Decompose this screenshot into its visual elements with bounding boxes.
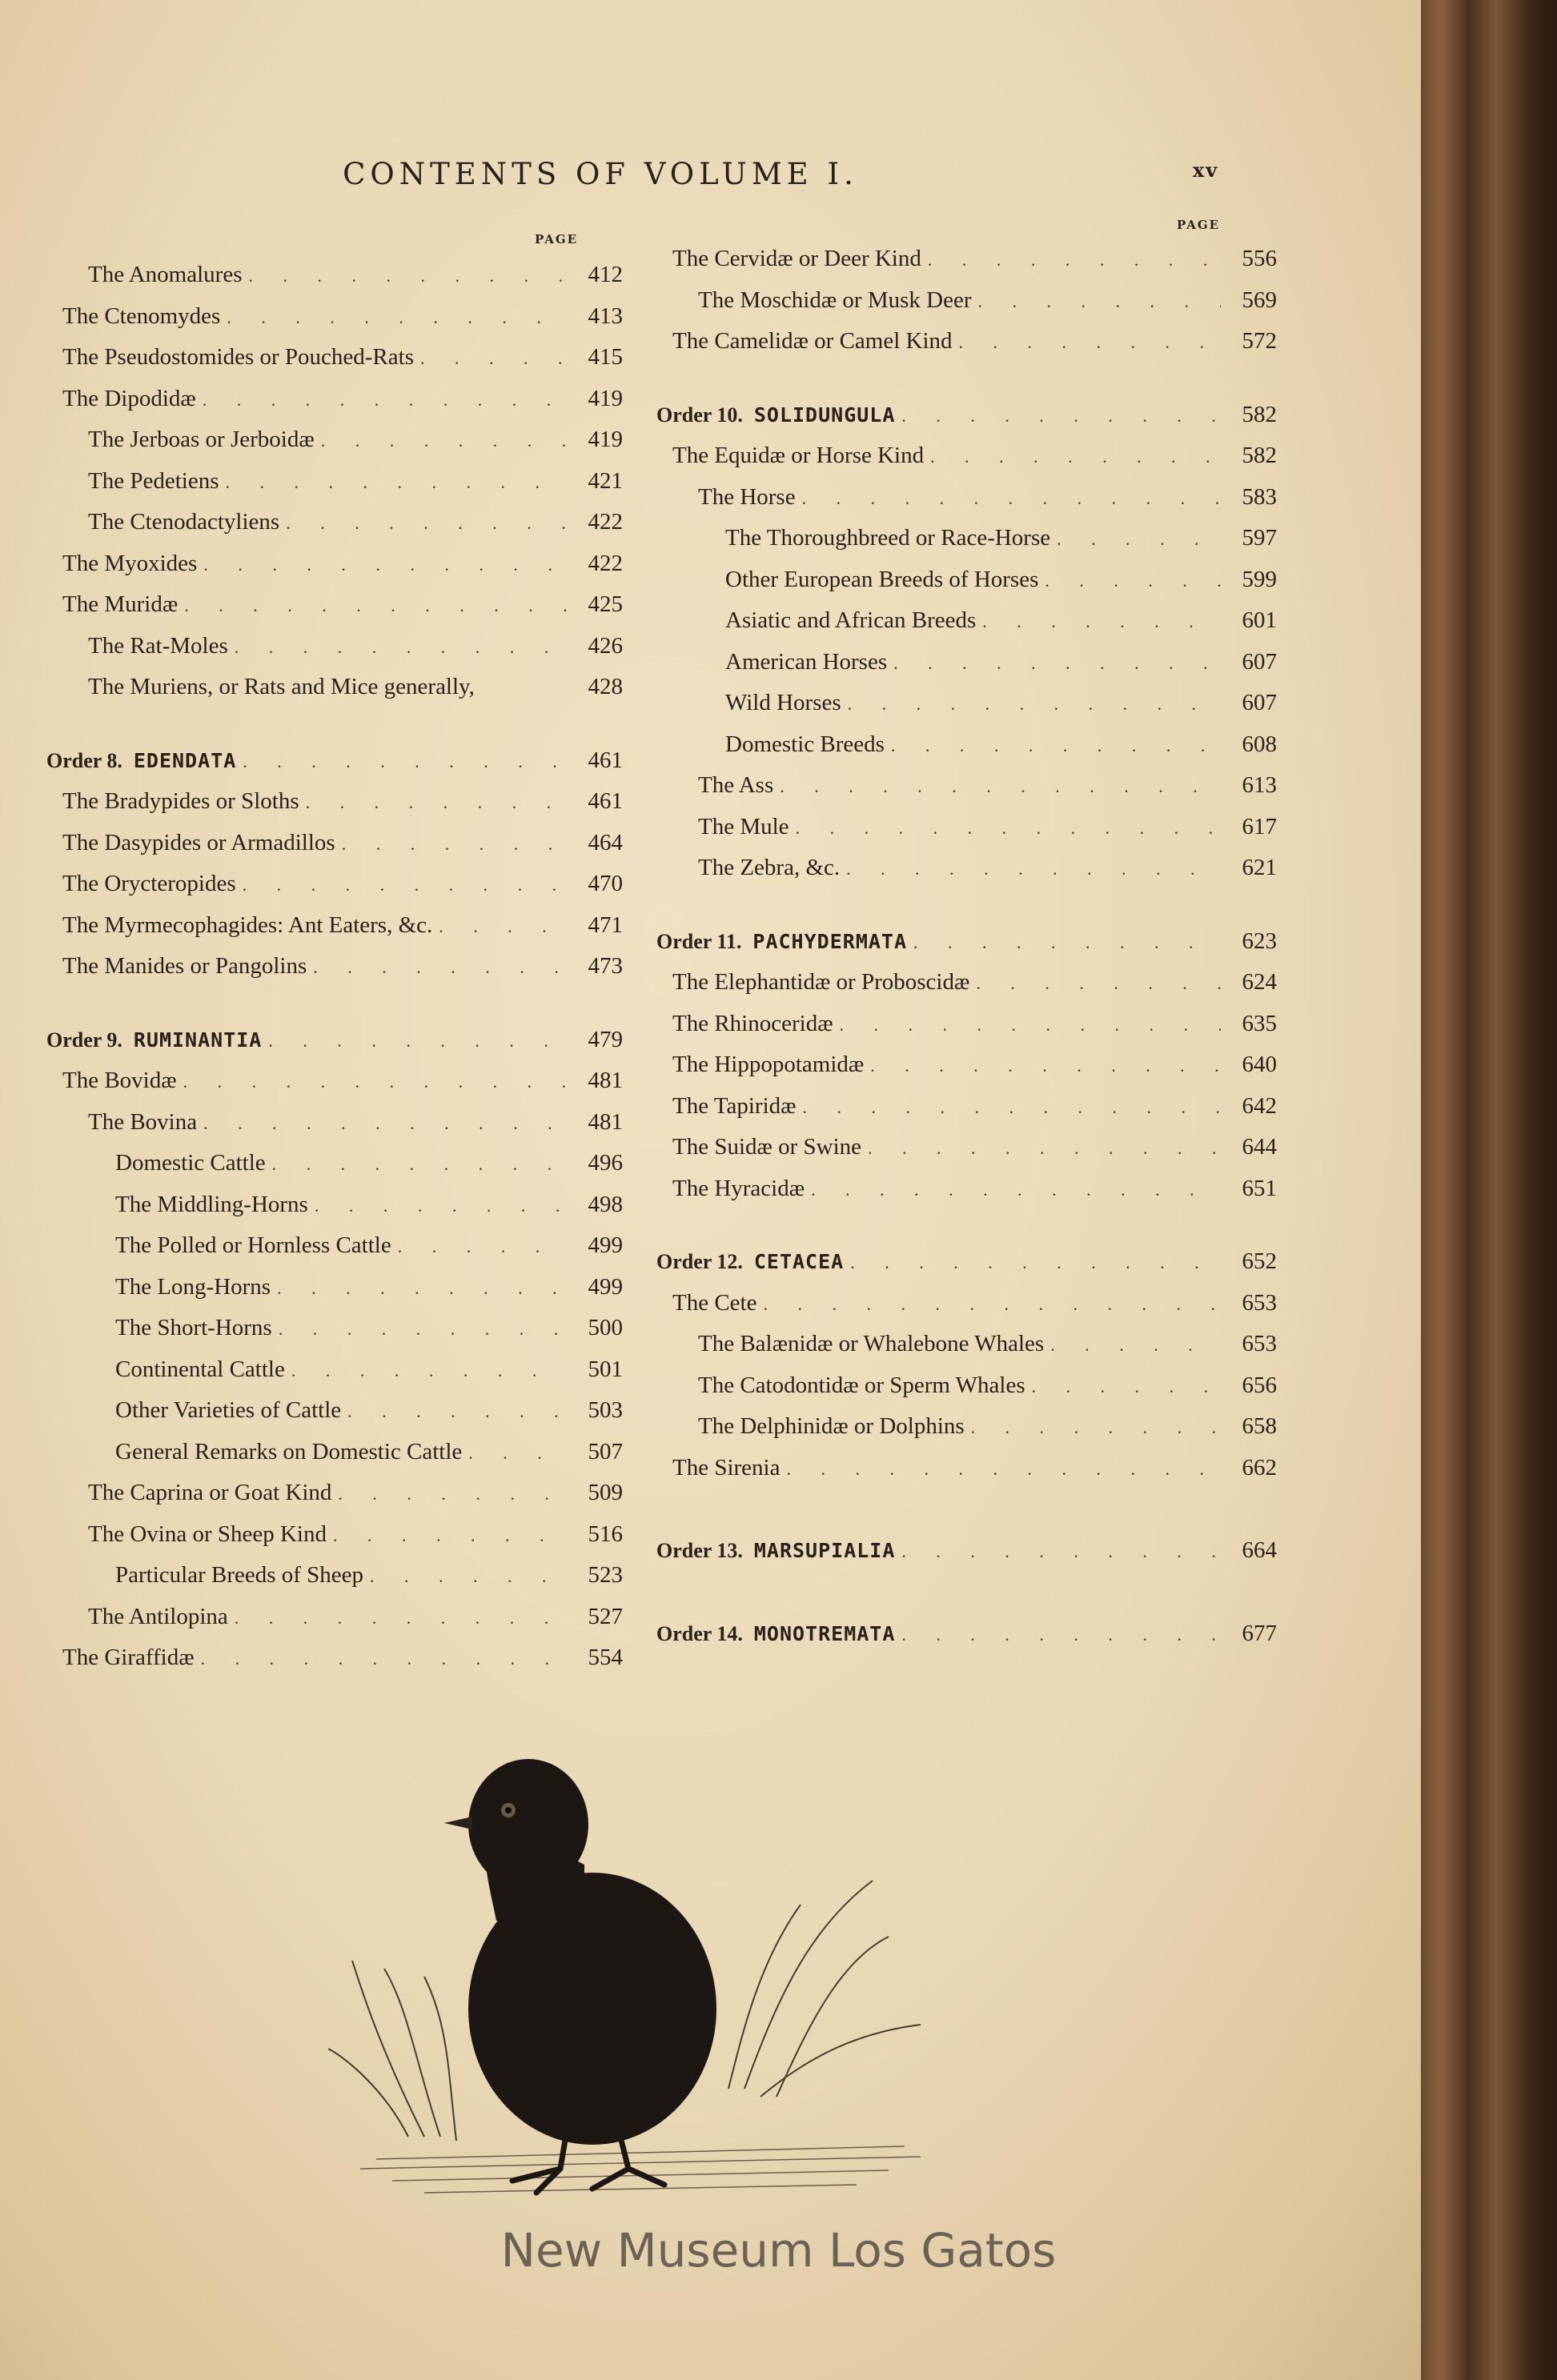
contents-entry (656, 962, 1277, 1004)
entry-label: The Bovina (88, 1108, 198, 1135)
dot-leader (953, 322, 1221, 363)
entry-page-number: 428 (588, 674, 623, 699)
entry-page-number: 499 (588, 1232, 623, 1258)
entry-page-number: 662 (1242, 1454, 1277, 1480)
dot-leader (895, 395, 1221, 437)
entry-label: The Ass (698, 772, 774, 798)
book-binding (1421, 0, 1557, 2380)
dot-leader (220, 297, 567, 339)
entry-page-number: 523 (588, 1562, 623, 1588)
contents-entry (656, 321, 1277, 363)
entry-page-number: 640 (1242, 1052, 1277, 1077)
entry-label: The Camelidæ or Camel Kind (672, 328, 953, 354)
dot-leader (271, 1268, 567, 1309)
order-entry (656, 921, 1277, 963)
contents-entry (46, 1472, 623, 1514)
dot-leader (196, 379, 567, 421)
entry-page-number: 651 (1242, 1175, 1277, 1201)
entry-label: The Muridæ (62, 591, 179, 617)
dot-leader (921, 239, 1221, 281)
dot-leader (969, 963, 1221, 1004)
dot-leader (833, 1004, 1221, 1046)
order-number: Order 14. (656, 1621, 743, 1645)
contents-entry (46, 905, 623, 947)
dot-leader (272, 1308, 567, 1350)
entry-label: The Caprina or Goat Kind (88, 1480, 332, 1505)
entry-page-number: 597 (1242, 525, 1277, 551)
entry-label: The Polled or Hornless Cattle (115, 1232, 391, 1258)
contents-entry (46, 1349, 623, 1391)
order-name: CETACEA (753, 1250, 845, 1273)
order-entry (656, 1241, 1277, 1283)
dot-leader (178, 585, 567, 627)
entry-page-number: 496 (588, 1150, 623, 1176)
contents-entry (656, 280, 1277, 322)
contents-entry (46, 946, 623, 988)
contents-entry (46, 1225, 623, 1267)
dot-leader (195, 1638, 567, 1680)
contents-entry (46, 502, 623, 543)
contents-entry (46, 1184, 623, 1226)
entry-label: The Middling-Horns (115, 1191, 308, 1217)
dot-leader (335, 823, 567, 865)
entry-page-number: 421 (588, 467, 623, 494)
entry-label: The Myoxides (62, 550, 198, 576)
entry-page-number: 471 (588, 912, 623, 938)
entry-page-number: 656 (1242, 1372, 1277, 1398)
dot-leader (285, 1350, 567, 1392)
entry-page-number: 461 (588, 788, 623, 814)
contents-entry (46, 1555, 623, 1597)
entry-label: The Pseudostomides or Pouched-Rats (62, 344, 414, 370)
entry-page-number: 642 (1242, 1092, 1277, 1119)
entry-label: The Hyracidæ (672, 1175, 805, 1201)
dot-leader (462, 1432, 567, 1474)
entry-page-number: 413 (588, 303, 623, 329)
entry-page-number: 464 (588, 829, 623, 855)
entry-label: The Dasypides or Armadillos (62, 829, 335, 855)
order-entry (46, 1020, 623, 1061)
order-name: EDENDATA (133, 748, 237, 772)
entry-page-number: 607 (1242, 648, 1277, 675)
entry-label: The Thoroughbreed or Race-Horse (725, 525, 1051, 551)
contents-entry (46, 1637, 623, 1679)
entry-label: The Pedetiens (88, 467, 219, 494)
contents-entry (46, 823, 623, 864)
page-column-label-right: PAGE (1177, 218, 1221, 232)
dot-leader (840, 848, 1221, 890)
dot-leader (789, 807, 1221, 849)
contents-entry (656, 1127, 1277, 1168)
dot-leader (177, 1061, 567, 1103)
contents-entry (46, 1308, 623, 1349)
dot-leader (895, 1614, 1221, 1656)
dot-leader (299, 782, 567, 823)
dot-leader (796, 478, 1221, 519)
dot-leader (242, 255, 567, 297)
contents-entry (656, 477, 1277, 519)
order-number: Order 11. (656, 929, 742, 953)
dot-leader (924, 436, 1221, 478)
contents-entry (46, 254, 623, 296)
contents-entry (656, 1365, 1277, 1407)
entry-label: The Rhinoceridæ (672, 1010, 833, 1036)
entry-page-number: 664 (1242, 1537, 1277, 1563)
entry-label: American Horses (725, 648, 888, 675)
contents-entry (46, 781, 623, 823)
contents-entry (46, 379, 623, 420)
dot-leader (228, 1597, 567, 1639)
entry-page-number: 556 (1242, 246, 1277, 271)
entry-page-number: 623 (1242, 928, 1277, 954)
entry-label: Domestic Breeds (725, 731, 885, 757)
entry-page-number: 658 (1242, 1413, 1277, 1439)
dot-leader (266, 1144, 567, 1185)
dot-leader (895, 1531, 1221, 1573)
contents-entry (656, 683, 1277, 724)
dot-leader (307, 947, 567, 988)
entry-page-number: 422 (588, 509, 623, 535)
dot-leader (885, 725, 1221, 767)
order-entry (656, 1530, 1277, 1572)
dot-leader (315, 420, 567, 462)
dot-leader (363, 1556, 567, 1597)
contents-entry (46, 667, 623, 708)
entry-page-number: 419 (588, 385, 623, 411)
entry-page-number: 527 (588, 1603, 623, 1629)
entry-page-number: 470 (588, 871, 623, 896)
contents-entry (656, 724, 1277, 766)
order-name: MONOTREMATA (753, 1621, 896, 1645)
contents-entry (656, 559, 1277, 601)
dot-leader (391, 1226, 567, 1268)
entry-page-number: 599 (1242, 566, 1277, 592)
entry-page-number: 601 (1242, 607, 1277, 633)
contents-entry (656, 435, 1277, 477)
entry-label: The Hippopotamidæ (672, 1052, 865, 1077)
order-name: SOLIDUNGULA (753, 403, 896, 427)
contents-entry (656, 1004, 1277, 1045)
order-entry (656, 395, 1277, 436)
entry-page-number: 473 (588, 953, 623, 979)
entry-label: Domestic Cattle (115, 1150, 266, 1176)
entry-page-number: 653 (1242, 1331, 1277, 1356)
dot-leader (262, 1020, 567, 1062)
contents-entry (46, 1432, 623, 1473)
entry-label: The Bovidæ (62, 1068, 177, 1093)
entry-label: The Long-Horns (115, 1273, 271, 1300)
contents-entry (46, 419, 623, 461)
contents-entry (656, 1044, 1277, 1086)
contents-entry (656, 518, 1277, 559)
order-name: MARSUPIALIA (753, 1539, 896, 1562)
contents-entry (656, 1168, 1277, 1210)
page-title: CONTENTS OF VOLUME I. (343, 157, 858, 191)
order-number: Order 12. (656, 1250, 743, 1273)
section-gap (656, 1489, 1277, 1530)
contents-entry (46, 584, 623, 626)
bird-chick-illustration (328, 1721, 953, 2201)
entry-page-number: 569 (1242, 286, 1277, 313)
entry-page-number: 479 (588, 1026, 623, 1052)
contents-entry (656, 807, 1277, 848)
order-name: PACHYDERMATA (752, 929, 908, 953)
entry-page-number: 635 (1242, 1010, 1277, 1036)
contents-entry (46, 1514, 623, 1556)
entry-page-number: 426 (588, 632, 623, 659)
dot-leader (197, 544, 567, 586)
entry-label: The Orycteropides (62, 871, 236, 896)
contents-entry (656, 600, 1277, 642)
entry-page-number: 613 (1242, 772, 1277, 798)
entry-page-number: 607 (1242, 690, 1277, 715)
entry-label: The Ovina or Sheep Kind (88, 1521, 327, 1547)
contents-entry (46, 1267, 623, 1308)
dot-leader (414, 338, 567, 379)
contents-entry (656, 765, 1277, 807)
section-gap (656, 1572, 1277, 1613)
contents-entry (656, 1086, 1277, 1128)
order-number: Order 10. (656, 403, 743, 427)
order-name: RUMINANTIA (133, 1028, 263, 1052)
entry-page-number: 582 (1242, 401, 1277, 427)
entry-page-number: 500 (588, 1315, 623, 1340)
contents-entry (46, 863, 623, 905)
entry-page-number: 617 (1242, 813, 1277, 839)
contents-entry (656, 1324, 1277, 1365)
contents-column-left (46, 254, 623, 1679)
entry-label: The Muriens, or Rats and Mice generally, (88, 674, 475, 699)
entry-label: The Ctenomydes (62, 303, 221, 329)
contents-entry (656, 847, 1277, 889)
contents-entry (46, 296, 623, 338)
page-number: xv (1193, 158, 1219, 182)
entry-label: Continental Cattle (115, 1356, 285, 1382)
dot-leader (780, 1448, 1221, 1490)
entry-page-number: 415 (588, 344, 623, 370)
dot-leader (1050, 519, 1221, 560)
dot-leader (805, 1169, 1221, 1211)
section-gap (656, 889, 1277, 921)
dot-leader (1025, 1366, 1221, 1408)
entry-label: The Catodontidæ or Sperm Whales (698, 1372, 1025, 1398)
dot-leader (219, 462, 567, 503)
dot-leader (907, 922, 1221, 964)
dot-leader (841, 683, 1221, 725)
dot-leader (844, 1242, 1221, 1284)
entry-page-number: 583 (1242, 483, 1277, 510)
entry-label: The Manides or Pangolins (62, 953, 307, 979)
order-number: Order 13. (656, 1539, 743, 1562)
contents-entry (656, 1406, 1277, 1448)
entry-label: The Myrmecophagides: Ant Eaters, &c. (62, 912, 433, 938)
entry-label: The Delphinidæ or Dolphins (698, 1413, 965, 1439)
section-gap (656, 1209, 1277, 1241)
section-gap (46, 708, 623, 740)
entry-label: General Remarks on Domestic Cattle (115, 1438, 463, 1464)
order-number: Order 9. (46, 1028, 122, 1052)
entry-label: The Cervidæ or Deer Kind (672, 246, 921, 271)
dot-leader (797, 1087, 1222, 1128)
entry-label: The Giraffidæ (62, 1645, 195, 1670)
entry-page-number: 499 (588, 1273, 623, 1300)
dot-leader (279, 503, 567, 544)
entry-label: The Horse (698, 483, 796, 510)
entry-label: Asiatic and African Breeds (725, 607, 977, 633)
entry-page-number: 461 (588, 747, 623, 773)
entry-page-number: 572 (1242, 328, 1277, 354)
entry-label: The Elephantidæ or Proboscidæ (672, 969, 970, 995)
contents-entry (46, 626, 623, 667)
entry-label: The Balænidæ or Whalebone Whales (698, 1331, 1045, 1356)
entry-page-number: 501 (588, 1356, 623, 1382)
dot-leader (887, 643, 1221, 684)
entry-label: The Moschidæ or Musk Deer (698, 286, 972, 313)
entry-label: Wild Horses (725, 690, 841, 715)
entry-label: The Antilopina (88, 1603, 228, 1629)
contents-entry (656, 1448, 1277, 1489)
entry-page-number: 481 (588, 1108, 623, 1135)
dot-leader (331, 1473, 567, 1515)
watermark: New Museum Los Gatos (500, 2223, 1057, 2278)
contents-entry (46, 1143, 623, 1184)
dot-leader (861, 1128, 1221, 1169)
entry-page-number: 644 (1242, 1134, 1277, 1160)
entry-label: The Short-Horns (115, 1315, 272, 1340)
entry-page-number: 621 (1242, 855, 1277, 880)
dot-leader (773, 766, 1221, 807)
entry-label: The Equidæ or Horse Kind (672, 443, 925, 468)
entry-label: The Ctenodactyliens (88, 509, 280, 535)
contents-entry (46, 337, 623, 379)
dot-leader (976, 601, 1221, 643)
entry-label: The Cete (672, 1289, 757, 1316)
dot-leader (327, 1515, 567, 1557)
entry-page-number: 608 (1242, 731, 1277, 757)
dot-leader (972, 281, 1221, 323)
entry-page-number: 507 (588, 1438, 623, 1464)
order-number: Order 8. (46, 748, 122, 772)
dot-leader (228, 627, 567, 668)
entry-label: The Suidæ or Swine (672, 1134, 862, 1160)
entry-label: Other European Breeds of Horses (725, 566, 1039, 592)
entry-label: Particular Breeds of Sheep (115, 1562, 364, 1588)
entry-label: The Rat-Moles (88, 632, 228, 659)
entry-page-number: 677 (1242, 1620, 1277, 1646)
entry-page-number: 481 (588, 1068, 623, 1093)
order-entry (46, 740, 623, 782)
dot-leader (236, 741, 567, 783)
dot-leader (341, 1391, 567, 1432)
contents-entry (656, 1283, 1277, 1324)
entry-page-number: 498 (588, 1191, 623, 1217)
entry-label: The Anomalures (88, 262, 243, 287)
entry-page-number: 624 (1242, 969, 1277, 995)
contents-entry (46, 1597, 623, 1638)
entry-page-number: 516 (588, 1521, 623, 1547)
entry-page-number: 503 (588, 1397, 623, 1423)
dot-leader (1038, 560, 1221, 602)
section-gap (656, 363, 1277, 395)
entry-page-number: 425 (588, 591, 623, 617)
entry-page-number: 652 (1242, 1248, 1277, 1274)
dot-leader (1044, 1324, 1221, 1366)
entry-label: The Zebra, &c. (698, 855, 841, 880)
dot-leader (864, 1045, 1221, 1087)
section-gap (46, 988, 623, 1020)
contents-entry (46, 543, 623, 585)
entry-label: The Mule (698, 813, 789, 839)
entry-page-number: 582 (1242, 443, 1277, 468)
dot-leader (236, 864, 567, 906)
entry-label: Other Varieties of Cattle (115, 1397, 342, 1423)
contents-entry (46, 1102, 623, 1144)
contents-entry (656, 642, 1277, 683)
entry-page-number: 412 (588, 262, 623, 287)
entry-label: The Jerboas or Jerboidæ (88, 427, 315, 452)
entry-page-number: 419 (588, 427, 623, 452)
order-entry (656, 1613, 1277, 1655)
page-column-label-left: PAGE (535, 232, 579, 246)
dot-leader (965, 1407, 1221, 1448)
entry-page-number: 653 (1242, 1289, 1277, 1316)
dot-leader (432, 906, 567, 948)
entry-label: The Dipodidæ (62, 385, 196, 411)
dot-leader (197, 1103, 567, 1144)
entry-page-number: 554 (588, 1645, 623, 1670)
contents-entry (656, 238, 1277, 280)
contents-entry (46, 1390, 623, 1432)
dot-leader (308, 1185, 567, 1227)
contents-entry (46, 1060, 623, 1102)
entry-label: The Bradypides or Sloths (62, 788, 299, 814)
dot-leader (756, 1284, 1221, 1325)
entry-label: The Sirenia (672, 1454, 781, 1480)
contents-entry (46, 461, 623, 503)
entry-page-number: 422 (588, 550, 623, 576)
contents-column-right (656, 238, 1277, 1654)
entry-label: The Tapiridæ (672, 1092, 797, 1119)
entry-page-number: 509 (588, 1480, 623, 1505)
